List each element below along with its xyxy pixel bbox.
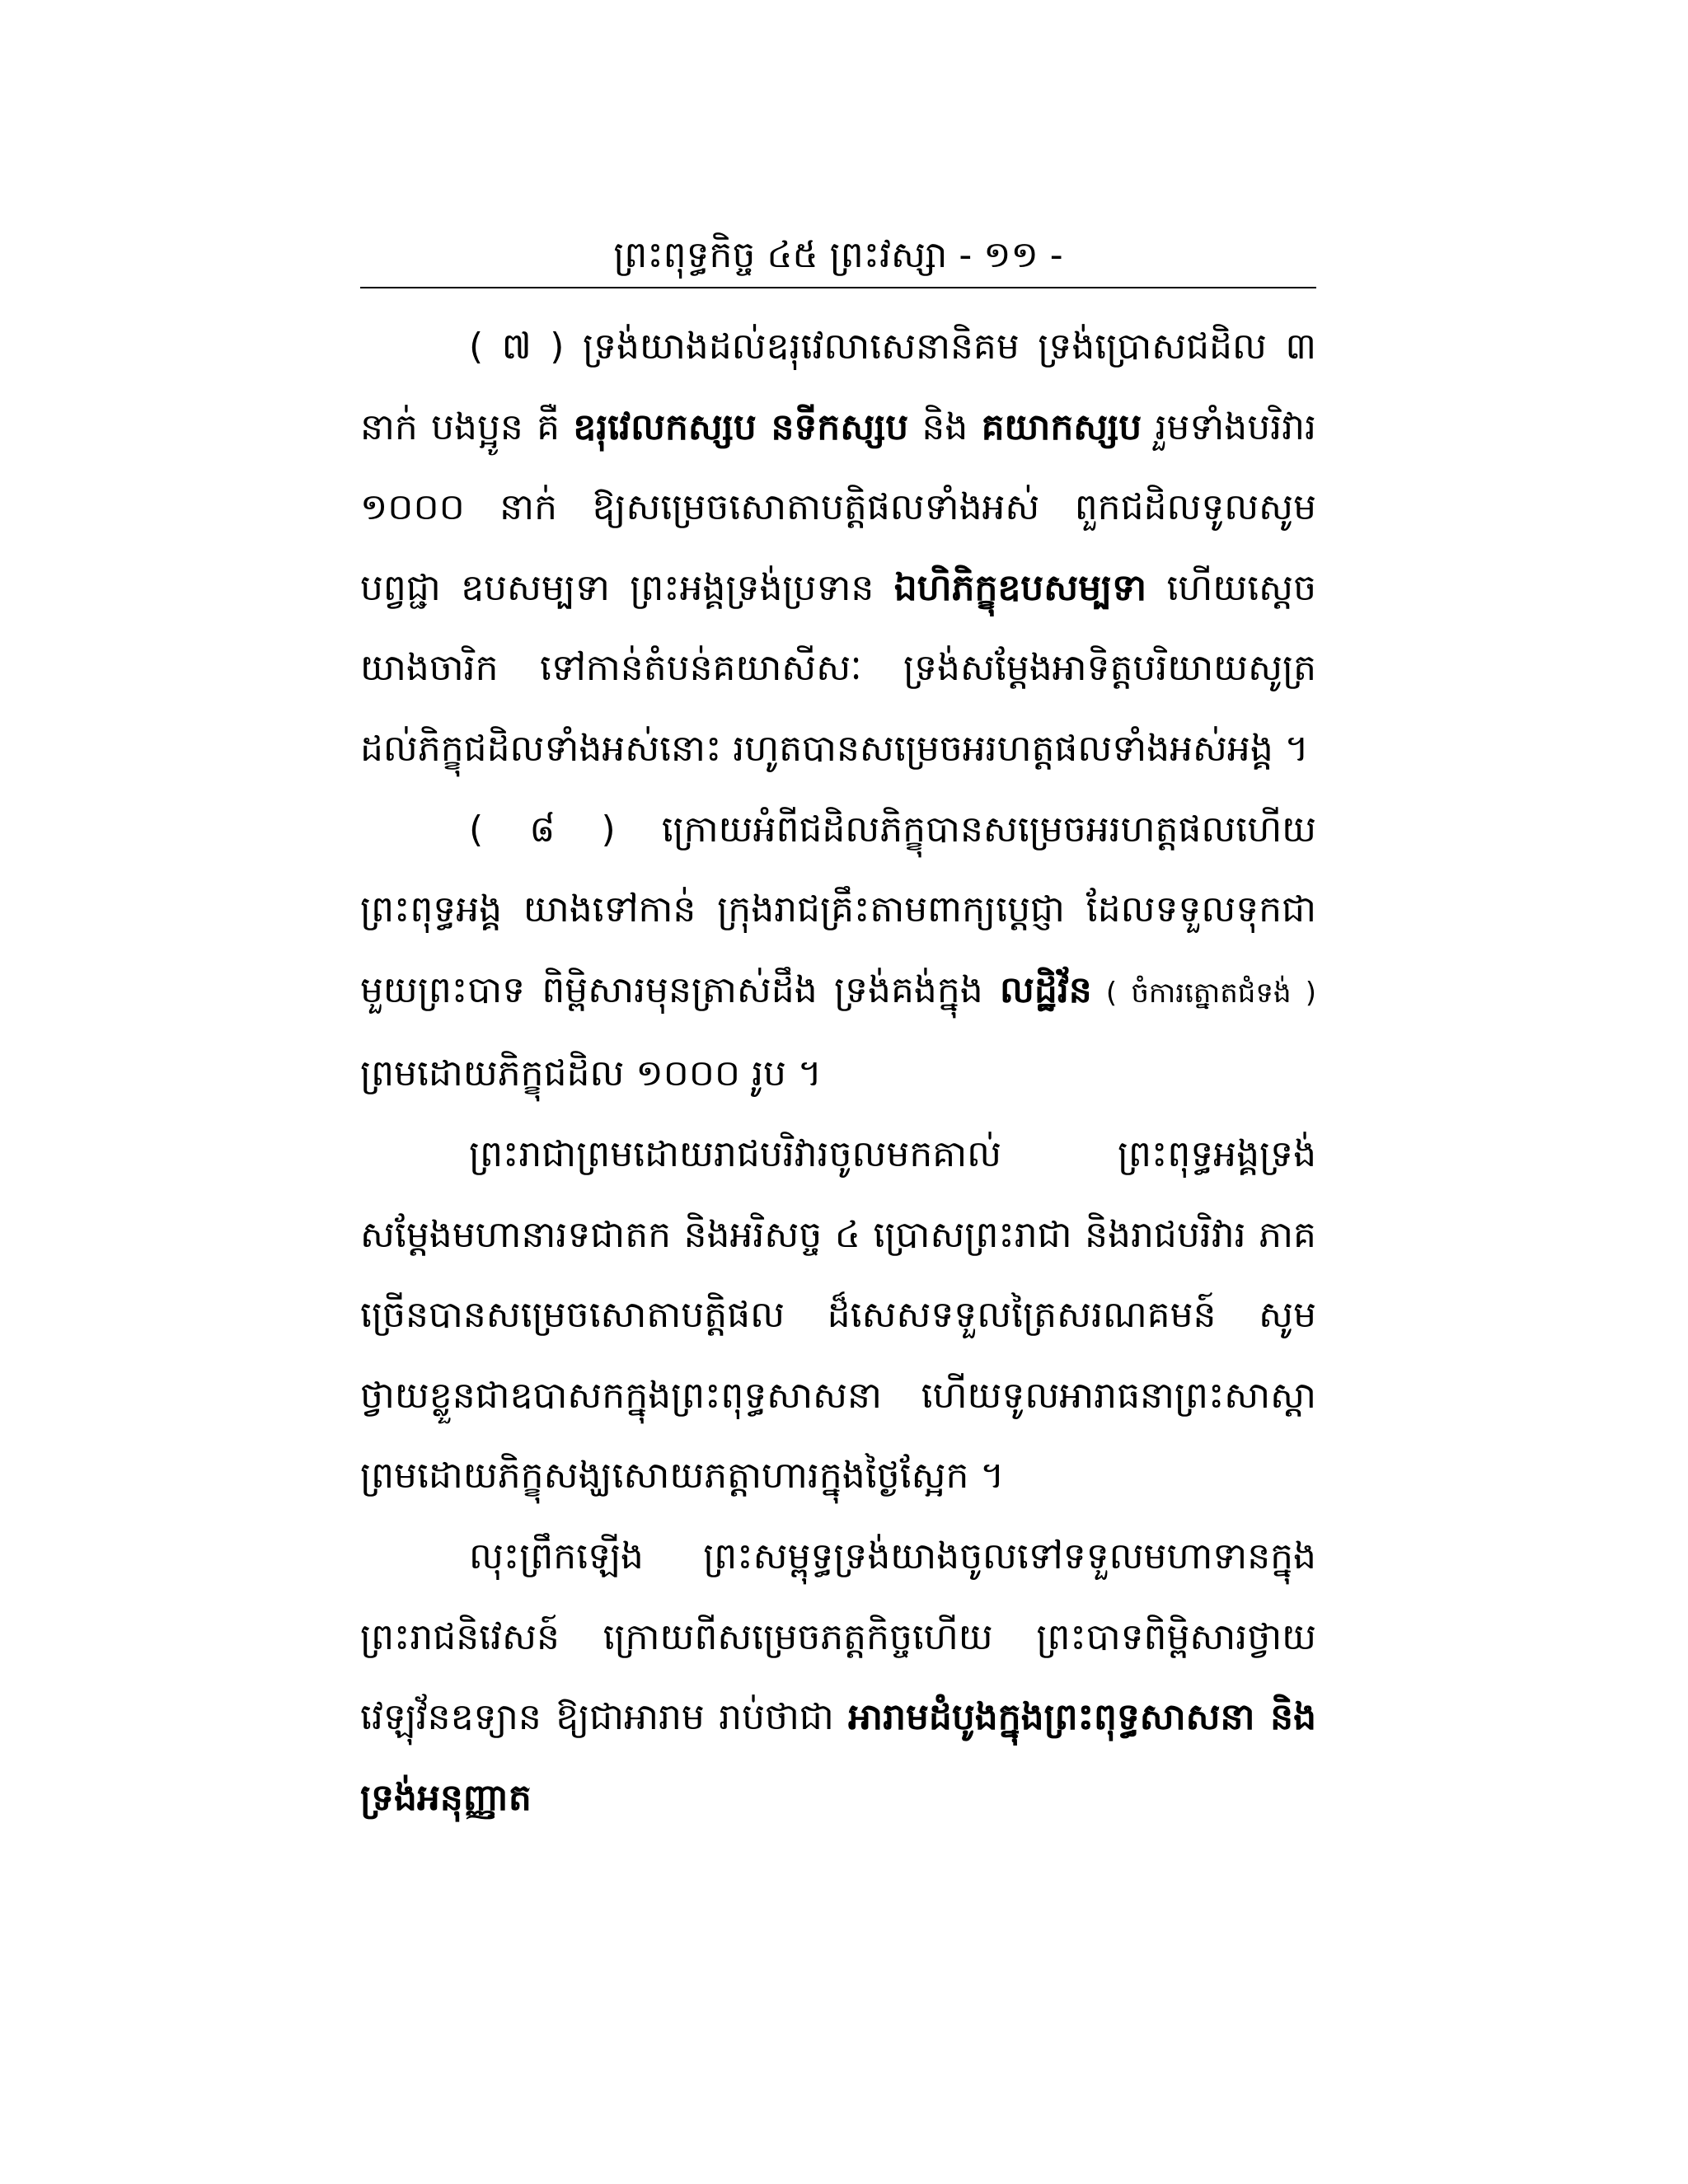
item-number: ( ៧ ) (469, 326, 565, 368)
paragraph-text: ទ្រង់យាងដល់ឧរុវេលាសេនានិគម ទ្រង់ប្រោសជដិល ៣ នាក់ បងប្អូន គឺ (360, 326, 1316, 448)
paragraph-text: ព្រះរាជាព្រមដោយរាជបរិវារចូលមកគាល់ ព្រះពុទ្ធអង្គទ្រង់សម្តែងមហានារទជាតក និងអរិសច្ច ៤ ប្រោសព្រះរាជា និងរាជបរិវារ ភាគច្រើនបានសម្រេចសោតាបត្តិផល ដ៏សេសទទួលត្រៃសរណគមន៍ សូមថ្វាយខ្លួនជាឧបាសកក្នុងព្រះពុទ្ធសាសនា ហើយទូលអារាធនាព្រះសាស្តា ព្រមដោយភិក្ខុសង្ឃសោយភត្តាហារក្នុងថ្ងៃស្អែក ។ (360, 1132, 1316, 1497)
body-text (360, 307, 1316, 1838)
item-number: ( ៨ ) (469, 808, 616, 851)
paragraph-7 (360, 307, 1316, 790)
paragraph-next-morning (360, 1516, 1316, 1838)
bold-term: ឧរុវេលកស្សប នទីកស្សប (573, 405, 909, 448)
page-number: - ១១ - (959, 234, 1063, 276)
paragraph-text: ហើយស្តេចយាងចារិក ទៅកាន់តំបន់គយាសីសៈ ទ្រង់សម្តែងអាទិត្តបរិយាយសូត្រ ដល់ភិក្ខុជដិលទាំងអស់នោះ រហូតបានសម្រេចអរហត្តផលទាំងអស់អង្គ ។ (360, 566, 1317, 770)
bold-term: គយាកស្សប (981, 405, 1142, 448)
page-header (360, 231, 1316, 280)
paragraph-king-visit (360, 1114, 1316, 1516)
bold-term: ឯហិភិក្ខុឧបសម្បទា (893, 566, 1147, 609)
paragraph-text: រួមទាំងបរិវារ ១០០០ នាក់ ឱ្យសម្រេចសោតាបត្តិផលទាំងអស់ ពួកជដិលទូលសូមបព្វជ្ជា ឧបសម្បទា ព្រះអង្គទ្រង់ប្រទាន (360, 405, 1316, 609)
bold-term: លដ្ឋិវ័ន (1000, 968, 1092, 1011)
header-divider (360, 287, 1316, 288)
parenthetical-note: ( ចំការត្នោតជំទង់ ) (1091, 976, 1316, 1010)
paragraph-8 (360, 790, 1316, 1114)
paragraph-text: លុះព្រឹកឡើង ព្រះសម្ពុទ្ធទ្រង់យាងចូលទៅទទួលមហាទានក្នុងព្រះរាជនិវេសន៍ ក្រោយពីសម្រេចភត្តកិច្ចហើយ ព្រះបាទពិម្ពិសារថ្វាយវេឡុវ័នឧទ្យាន ឱ្យជាអារាម រាប់ថាជា (360, 1535, 1316, 1739)
bold-term: អារាមដំបូងក្នុងព្រះពុទ្ធសាសនា និងទ្រង់អនុញ្ញាត (360, 1696, 1316, 1819)
paragraph-text: ក្រោយអំពីជដិលភិក្ខុបានសម្រេចអរហត្តផលហើយ ព្រះពុទ្ធអង្គ យាងទៅកាន់ ក្រុងរាជគ្រឹះតាមពាក្យប្តេជ្ញា ដែលទទួលទុកជាមួយព្រះបាទ ពិម្ពិសារមុនត្រាស់ដឹង ទ្រង់គង់ក្នុង (360, 808, 1316, 1011)
paragraph-text: និង (908, 405, 982, 448)
header-title: ព្រះពុទ្ធកិច្ច ៤៥ ព្រះវស្សា (613, 234, 948, 276)
paragraph-text: ព្រមដោយភិក្ខុជដិល ១០០០ រូប ។ (360, 1052, 822, 1095)
